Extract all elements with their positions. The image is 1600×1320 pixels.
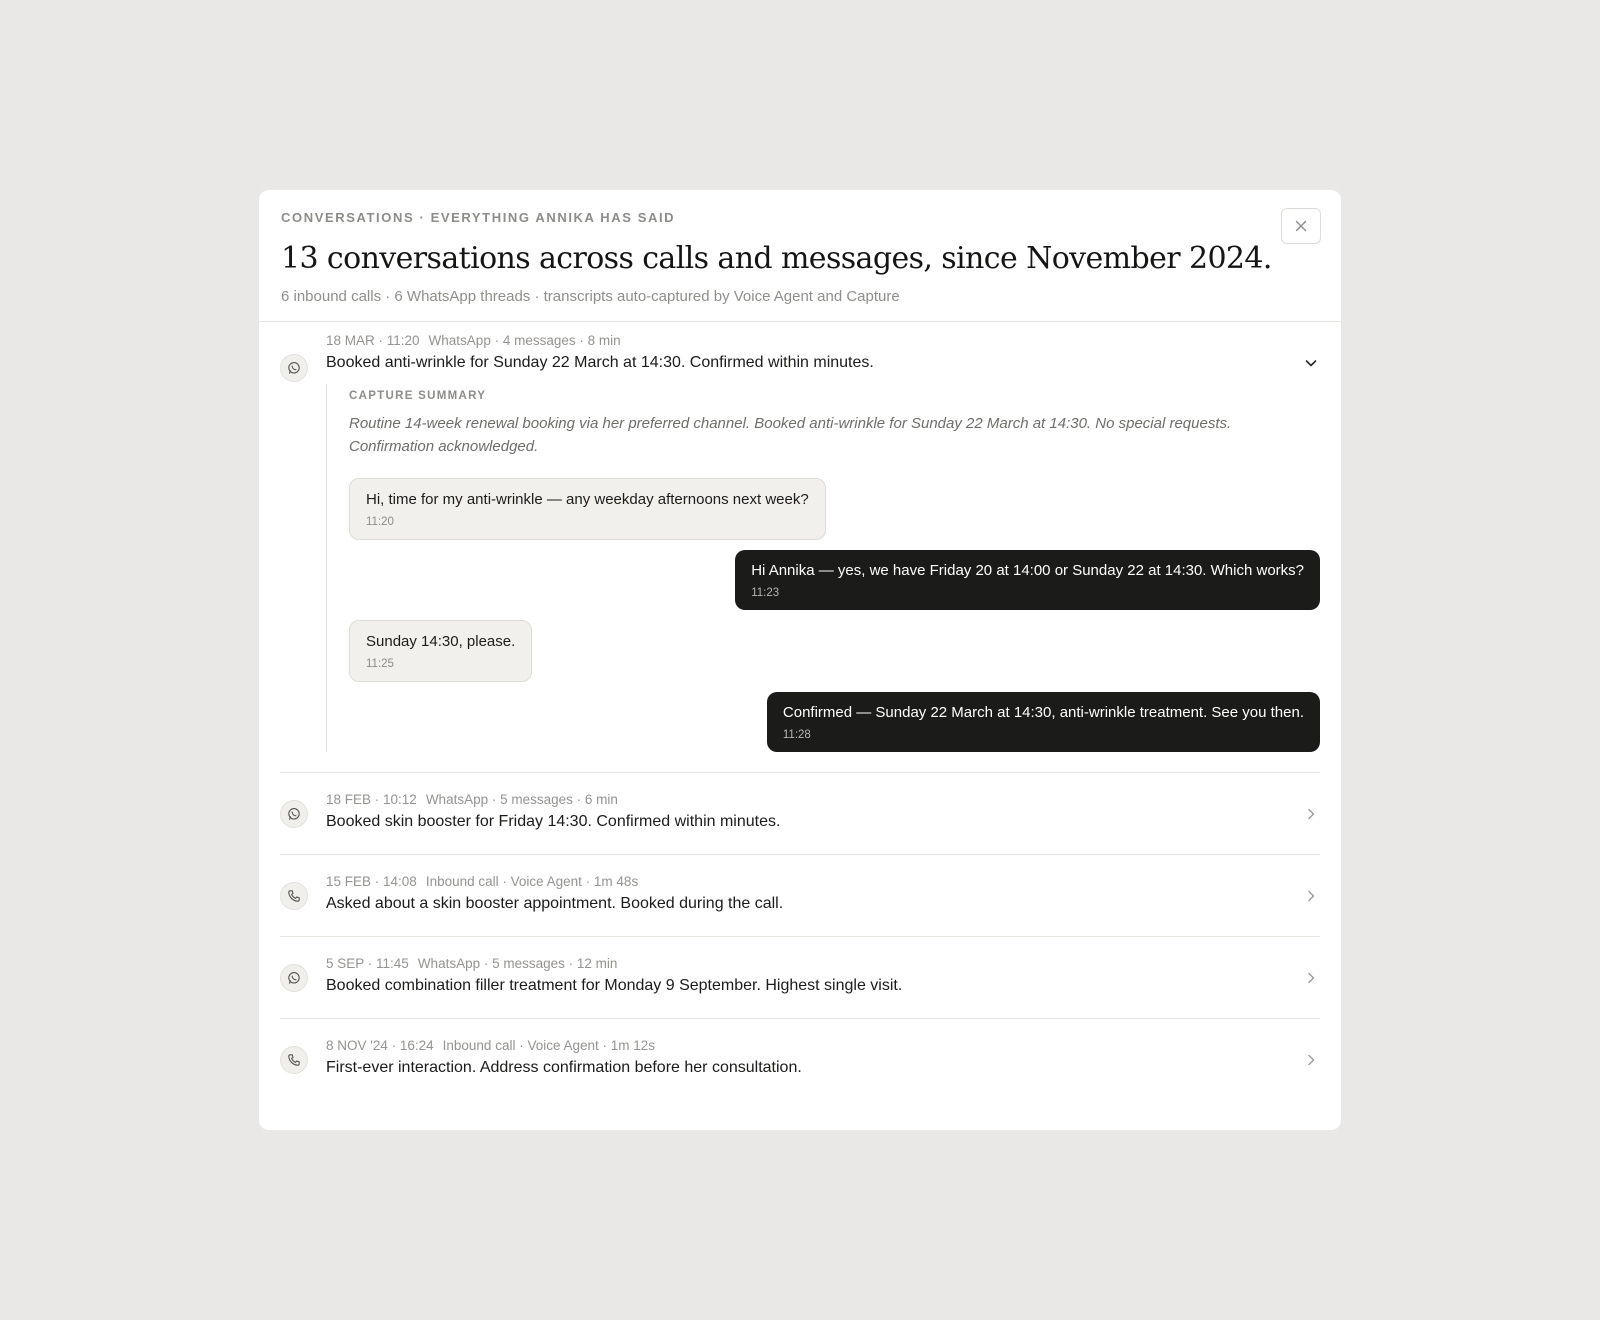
message-bubble-outgoing — [767, 692, 1320, 752]
conversation-date: 8 NOV '24 · 16:24 — [326, 1038, 434, 1053]
phone-icon — [280, 882, 308, 910]
modal-header — [259, 190, 1341, 322]
capture-summary-text: Routine 14-week renewal booking via her preferred channel. Booked anti-wrinkle for Sunday 22 March at 14:30. No special requests. Confirmation acknowledged. — [349, 415, 1232, 455]
close-button[interactable] — [1281, 208, 1321, 244]
conversation-list — [259, 322, 1341, 1101]
conversation-channel-info: WhatsApp · 4 messages · 8 min — [428, 333, 621, 348]
conversation-meta — [326, 956, 1320, 971]
message-text: Confirmed — Sunday 22 March at 14:30, anti-wrinkle treatment. See you then. — [782, 704, 1304, 721]
close-icon — [1295, 220, 1307, 232]
message-text: Hi, time for my anti-wrinkle — any weekday afternoons next week? — [366, 491, 809, 508]
conversation-row[interactable] — [280, 1019, 1320, 1101]
conversation-headline: Booked combination filler treatment for Monday 9 September. Highest single visit. — [326, 977, 903, 994]
whatsapp-icon — [280, 354, 308, 382]
conversation-row-header[interactable] — [280, 937, 1320, 999]
message-bubble-outgoing — [735, 550, 1320, 610]
conversation-date: 5 SEP · 11:45 — [326, 956, 409, 971]
page-title: 13 conversations across calls and messages, since November 2024. — [281, 241, 1272, 276]
message-bubble-incoming — [349, 620, 532, 682]
message-thread — [349, 478, 1320, 752]
chevron-right-icon[interactable] — [1304, 889, 1318, 903]
chevron-right-icon[interactable] — [1304, 807, 1318, 821]
conversation-date: 15 FEB · 14:08 — [326, 874, 417, 889]
conversation-row-header[interactable] — [280, 773, 1320, 835]
message-time: 11:23 — [751, 587, 780, 599]
conversation-channel-info: WhatsApp · 5 messages · 12 min — [417, 956, 618, 971]
conversation-row-header[interactable] — [280, 322, 1320, 384]
conversation-meta — [326, 792, 1320, 807]
conversation-headline: Asked about a skin booster appointment. Booked during the call. — [326, 895, 784, 912]
conversation-date: 18 FEB · 10:12 — [326, 792, 417, 807]
conversation-row[interactable] — [280, 855, 1320, 937]
subtitle: 6 inbound calls · 6 WhatsApp threads · transcripts auto-captured by Voice Agent and Capture — [281, 288, 900, 305]
whatsapp-icon — [280, 800, 308, 828]
conversation-meta — [326, 333, 1320, 348]
message-text: Sunday 14:30, please. — [366, 633, 516, 650]
message-time: 11:20 — [366, 516, 394, 528]
chevron-right-icon[interactable] — [1304, 1053, 1318, 1067]
message-time: 11:25 — [366, 658, 394, 670]
whatsapp-icon — [280, 964, 308, 992]
conversation-headline: Booked anti-wrinkle for Sunday 22 March at 14:30. Confirmed within minutes. — [326, 354, 874, 371]
conversation-headline: Booked skin booster for Friday 14:30. Confirmed within minutes. — [326, 813, 781, 830]
capture-summary-label: CAPTURE SUMMARY — [349, 390, 487, 402]
conversation-details — [326, 384, 1320, 752]
message-text: Hi Annika — yes, we have Friday 20 at 14:00 or Sunday 22 at 14:30. Which works? — [751, 562, 1304, 579]
conversation-meta — [326, 874, 1320, 889]
chevron-down-icon[interactable] — [1304, 356, 1318, 370]
conversation-channel-info: Inbound call · Voice Agent · 1m 12s — [442, 1038, 656, 1053]
conversation-headline: First-ever interaction. Address confirmation before her consultation. — [326, 1059, 802, 1076]
conversations-modal — [259, 190, 1341, 1130]
conversation-row-header[interactable] — [280, 1019, 1320, 1081]
conversation-row[interactable] — [280, 773, 1320, 855]
message-time: 11:28 — [782, 729, 811, 741]
conversation-date: 18 MAR · 11:20 — [326, 333, 420, 348]
eyebrow: CONVERSATIONS · EVERYTHING ANNIKA HAS SAID — [281, 210, 676, 225]
conversation-row[interactable] — [280, 322, 1320, 773]
conversation-row-header[interactable] — [280, 855, 1320, 917]
message-bubble-incoming — [349, 478, 826, 540]
conversation-channel-info: WhatsApp · 5 messages · 6 min — [425, 792, 618, 807]
conversation-row[interactable] — [280, 937, 1320, 1019]
chevron-right-icon[interactable] — [1304, 971, 1318, 985]
phone-icon — [280, 1046, 308, 1074]
conversation-meta — [326, 1038, 1320, 1053]
conversation-channel-info: Inbound call · Voice Agent · 1m 48s — [425, 874, 639, 889]
